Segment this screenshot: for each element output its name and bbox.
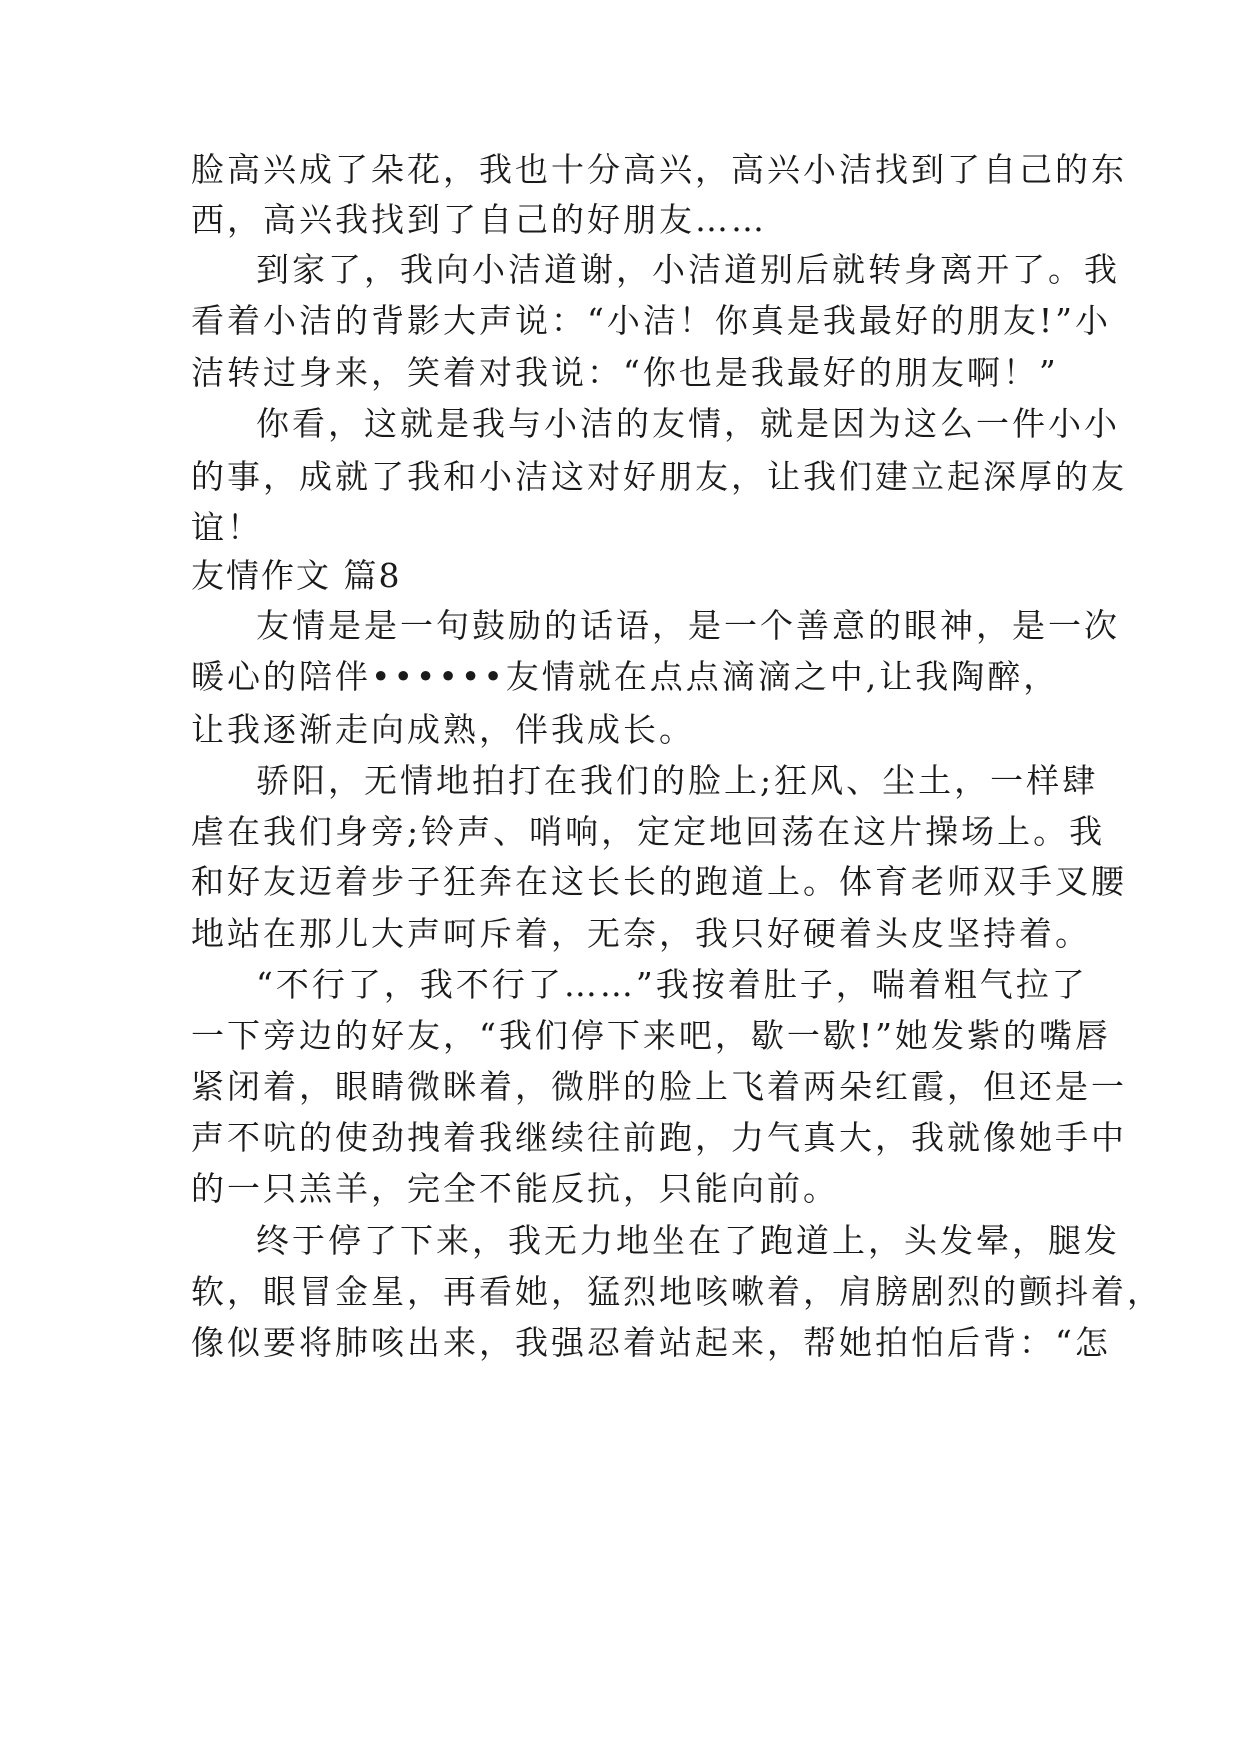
paragraph-line: 像似要将肺咳出来，我强忍着站起来，帮她拍怕后背：“怎 [191, 1323, 1111, 1362]
paragraph-line: 虐在我们身旁;铃声、哨响，定定地回荡在这片操场上。我 [191, 812, 1106, 851]
paragraph-line: 洁转过身来，笑着对我说：“你也是我最好的朋友啊！” [191, 353, 1059, 392]
section-heading: 友情作文 篇8 [191, 556, 402, 595]
paragraph-line: 软，眼冒金星，再看她，猛烈地咳嗽着，肩膀剧烈的颤抖着， [191, 1272, 1163, 1311]
paragraph-line: 终于停了下来，我无力地坐在了跑道上，头发晕，腿发 [256, 1221, 1120, 1260]
paragraph-line: 骄阳，无情地拍打在我们的脸上;狂风、尘土，一样肆 [256, 761, 1099, 800]
paragraph-line: 地站在那儿大声呵斥着，无奈，我只好硬着头皮坚持着。 [191, 914, 1091, 953]
paragraph-line: 西，高兴我找到了自己的好朋友…… [191, 200, 767, 239]
paragraph-line: 和好友迈着步子狂奔在这长长的跑道上。体育老师双手叉腰 [191, 862, 1127, 901]
paragraph-line: 声不吭的使劲拽着我继续往前跑，力气真大，我就像她手中 [191, 1118, 1127, 1157]
paragraph-line: 你看，这就是我与小洁的友情，就是因为这么一件小小 [256, 404, 1120, 443]
paragraph-line: 友情是是一句鼓励的话语，是一个善意的眼神，是一次 [256, 606, 1120, 645]
paragraph-line: 脸高兴成了朵花，我也十分高兴，高兴小洁找到了自己的东 [191, 150, 1127, 189]
paragraph-line: 暖心的陪伴••••••友情就在点点滴滴之中,让我陶醉， [191, 657, 1060, 696]
paragraph-line: 的事，成就了我和小洁这对好朋友，让我们建立起深厚的友 [191, 457, 1127, 496]
paragraph-line: 紧闭着，眼睛微眯着，微胖的脸上飞着两朵红霞，但还是一 [191, 1067, 1127, 1106]
paragraph-line: 看着小洁的背影大声说：“小洁！你真是我最好的朋友!”小 [191, 301, 1112, 340]
paragraph-line: 的一只羔羊，完全不能反抗，只能向前。 [191, 1169, 839, 1208]
paragraph-line: 让我逐渐走向成熟，伴我成长。 [191, 710, 695, 749]
paragraph-line: 谊！ [191, 508, 263, 547]
paragraph-line: 一下旁边的好友，“我们停下来吧，歇一歇!”她发紫的嘴唇 [191, 1016, 1112, 1055]
paragraph-line: “不行了，我不行了……”我按着肚子，喘着粗气拉了 [256, 965, 1088, 1004]
paragraph-line: 到家了，我向小洁道谢，小洁道别后就转身离开了。我 [256, 250, 1120, 289]
